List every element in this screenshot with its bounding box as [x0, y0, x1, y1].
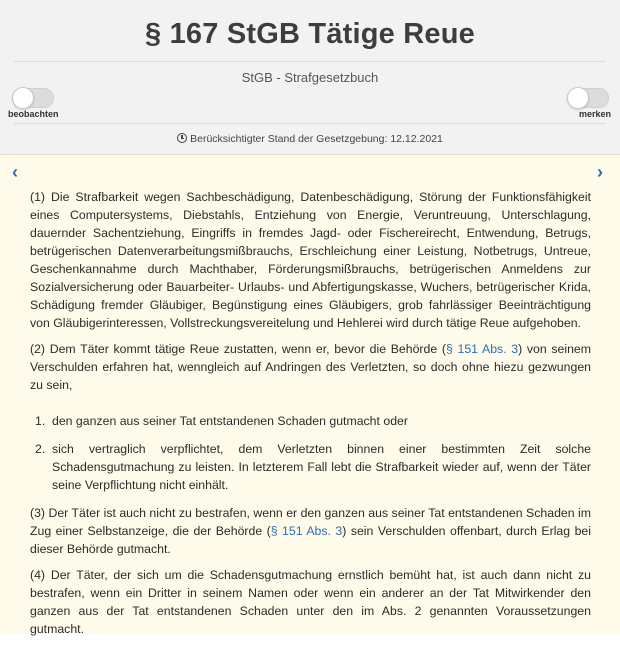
list-item: [30, 412, 591, 430]
list-item: [30, 440, 591, 494]
bookmark-toggle-label: merken: [578, 109, 611, 119]
reference-link-151-3[interactable]: § 151 Abs. 3: [270, 524, 343, 538]
previous-paragraph-icon[interactable]: ‹: [12, 162, 18, 182]
bookmark-toggle-knob: [567, 87, 589, 109]
watch-toggle[interactable]: [12, 88, 54, 108]
next-paragraph-icon[interactable]: ›: [597, 162, 603, 182]
conditions-list: [30, 412, 591, 494]
paragraph-2-text-start: (2) Dem Täter kommt tätige Reue zustatten, wenn er, bevor die Behörde (: [30, 342, 446, 356]
paragraph-2: [30, 340, 591, 394]
paragraph-2-text-end: ) von seinem Verschulden erfahren hat, wenngleich auf Andringen des Verletzten, so doch ohne hiezu gezwungen zu sein,: [30, 342, 592, 392]
title-divider: [14, 61, 606, 62]
watch-toggle-knob: [12, 87, 34, 109]
reference-link-151-3[interactable]: § 151 Abs. 3: [445, 342, 519, 356]
watch-toggle-label: beobachten: [8, 109, 59, 119]
list-item-number: 1.: [35, 414, 46, 428]
law-text: [30, 188, 591, 646]
paragraph-3-text-end: ) sein Verschulden offenbart, durch Erlag bei dieser Behörde gutmacht.: [30, 524, 591, 556]
legislation-status: [0, 133, 620, 145]
law-subtitle: StGB - Strafgesetzbuch: [241, 70, 379, 85]
law-text-panel: [0, 154, 620, 634]
list-item-number: 2.: [35, 442, 46, 456]
bookmark-toggle-group: [549, 88, 619, 119]
page-header: [0, 0, 620, 154]
list-item-text: den ganzen aus seiner Tat entstandenen Schaden gutmacht oder: [52, 414, 408, 428]
paragraph-1: (1) Die Strafbarkeit wegen Sachbeschädigung, Datenbeschädigung, Störung der Funktionsfähigkeit eines Computersystems, Diebstahls, Entziehung von Energie, Veruntreuung, Unterschlagung, dauernder Sachentziehung, Eingriffs in fremdes Jagd- oder Fischereirecht, Entwendung, Betrugs, betrügerischen Datenverarbeitungsmißbrauchs, Erschleichung einer Leistung, Notbetrugs, Untreue, Geschenkannahme durch Machthaber, Förderungsmißbrauchs, betrügerischen Anmeldens zur Sozialversicherung oder Bauarbeiter- Urlaubs- und Abfertigungskasse, Wuchers, betrügerischer Krida, Schädigung fremder Gläubiger, Begünstigung eines Gläubigers, grob fahrlässiger Beeinträchtigung von Gläubigerinteressen, Vollstreckungsvereitelung und Hehlerei wird durch tätige Reue aufgehoben.: [30, 190, 591, 330]
paragraph-3: [30, 504, 591, 558]
watch-toggle-group: [8, 88, 78, 119]
paragraph-3-text-start: (3) Der Täter ist auch nicht zu bestrafen, wenn er den ganzen aus seiner Tat entstandenen Schaden im Zug einer Selbstanzeige, die der Behörde (: [30, 506, 591, 538]
list-item-text: sich vertraglich verpflichtet, dem Verletzten binnen einer bestimmten Zeit solche Schadensgutmachung zu leisten. In letzterem Fall lebt die Strafbarkeit wieder auf, wenn der Täter seine Verpflichtung nicht einhält.: [52, 442, 591, 492]
page-title: § 167 StGB Tätige Reue: [145, 18, 475, 50]
header-divider: [14, 123, 606, 124]
bookmark-toggle[interactable]: [567, 88, 609, 108]
clock-icon: [177, 133, 187, 143]
legislation-status-text: Berücksichtigter Stand der Gesetzgebung: 12.12.2021: [190, 133, 443, 145]
paragraph-4: (4) Der Täter, der sich um die Schadensgutmachung ernstlich bemüht hat, ist auch dann nicht zu bestrafen, wenn ein Dritter in seinem Namen oder wenn ein anderer an der Tat Mitwirkender den ganzen aus der Tat entstandenen Schaden unter den im Abs. 2 genannten Voraussetzungen gutmacht.: [30, 568, 591, 636]
